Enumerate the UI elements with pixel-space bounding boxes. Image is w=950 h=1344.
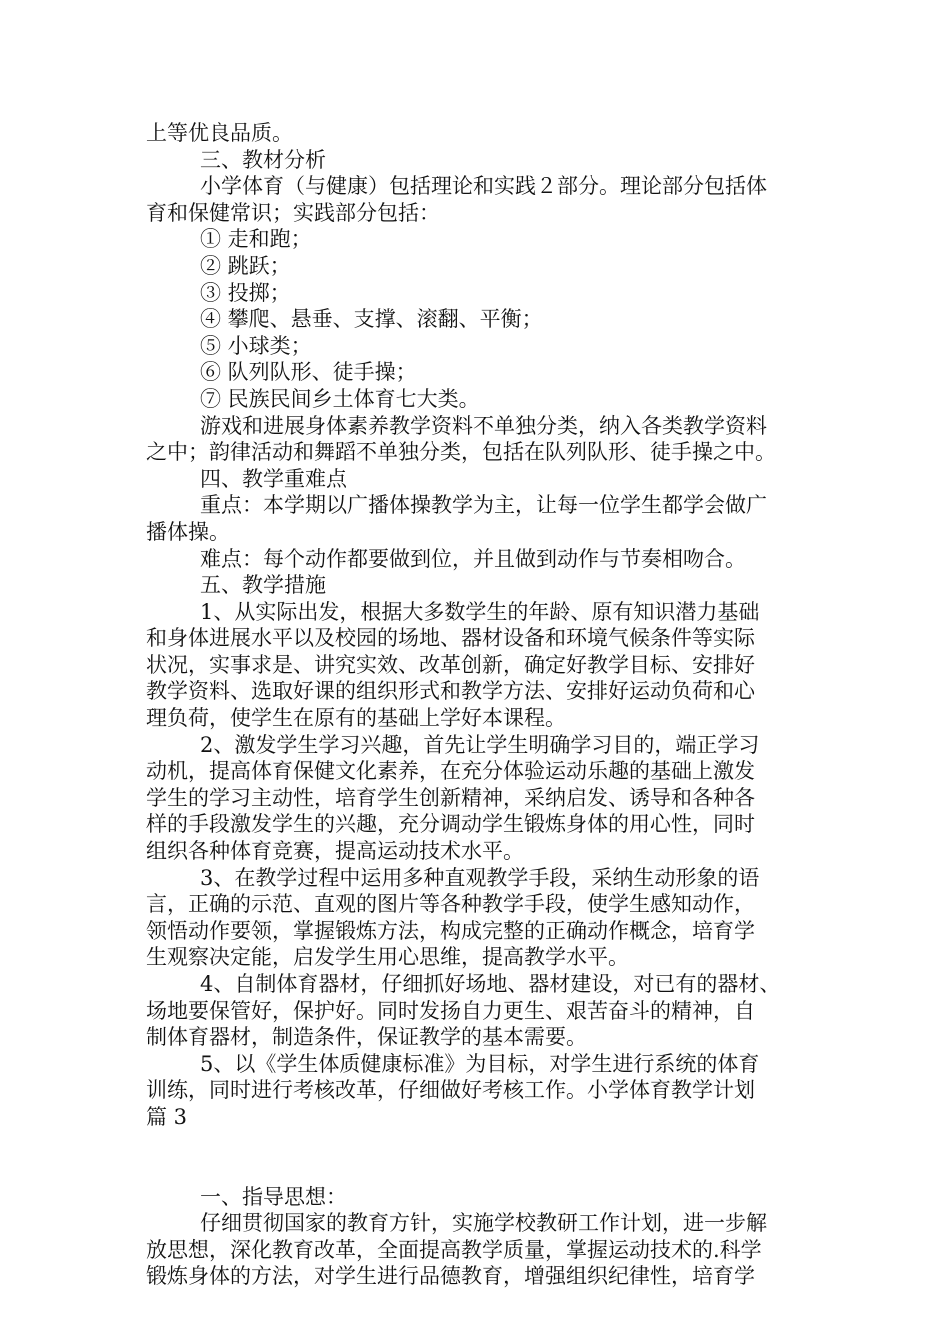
paragraph-line: 言，正确的示范、直观的图片等各种教学手段，使学生感知动作， [146, 892, 755, 917]
paragraph-line: 状况，实事求是、讲究实效、改革创新，确定好教学目标、安排好 [146, 652, 755, 677]
paragraph-line: 3、在教学过程中运用多种直观教学手段，采纳生动形象的语 [200, 865, 760, 890]
paragraph-line: 之中；韵律活动和舞蹈不单独分类，包括在队列队形、徒手操之中。 [146, 440, 776, 465]
paragraph-line: 仔细贯彻国家的教育方针，实施学校教研工作计划，进一步解 [200, 1211, 767, 1236]
blank-spacer [146, 1131, 812, 1184]
paragraph-line: 教学资料、选取好课的组织形式和教学方法、安排好运动负荷和心 [146, 679, 755, 704]
paragraph-line: 组织各种体育竞赛，提高运动技术水平。 [146, 839, 524, 864]
section-heading: 三、教材分析 [200, 147, 326, 172]
section-heading: 五、教学措施 [200, 573, 326, 598]
paragraph-line: 和身体进展水平以及校园的场地、器材设备和环境气候条件等实际 [146, 626, 755, 651]
paragraph-line: 5、以《学生体质健康标准》为目标，对学生进行系统的体育 [200, 1051, 760, 1076]
paragraph-line: 重点：本学期以广播体操教学为主，让每一位学生都学会做广 [200, 493, 767, 518]
paragraph-line: 1、从实际出发，根据大多数学生的年龄、原有知识潜力基础 [200, 599, 760, 624]
paragraph-line: 篇 3 [146, 1104, 188, 1129]
paragraph-line: 样的手段激发学生的兴趣，充分调动学生锻炼身体的用心性，同时 [146, 812, 755, 837]
list-item: ③ 投掷； [200, 280, 291, 305]
paragraph-line: 领悟动作要领，掌握锻炼方法，构成完整的正确动作概念，培育学 [146, 918, 755, 943]
paragraph-line: 小学体育（与健康）包括理论和实践２部分。理论部分包括体 [200, 174, 767, 199]
text-line: 上等优良品质。 [146, 121, 293, 145]
paragraph-line: 训练，同时进行考核改革，仔细做好考核工作。小学体育教学计划 [146, 1078, 755, 1103]
paragraph-line: 场地要保管好，保护好。同时发扬自力更生、艰苦奋斗的精神，自 [146, 998, 755, 1023]
list-item: ⑦ 民族民间乡土体育七大类。 [200, 386, 480, 411]
section-heading: 四、教学重难点 [200, 466, 347, 491]
paragraph-line: 育和保健常识；实践部分包括： [146, 200, 440, 225]
section-heading: 一、指导思想： [200, 1184, 347, 1209]
paragraph-line: 理负荷，使学生在原有的基础上学好本课程。 [146, 706, 566, 731]
paragraph-line: 4、自制体育器材，仔细抓好场地、器材建设，对已有的器材、 [200, 972, 781, 996]
list-item: ④ 攀爬、悬垂、支撑、滚翻、平衡； [200, 307, 543, 332]
document-page [146, 120, 812, 1290]
list-item: ⑤ 小球类； [200, 333, 312, 358]
paragraph-line: 2、激发学生学习兴趣，首先让学生明确学习目的，端正学习 [200, 732, 760, 757]
paragraph-line: 难点：每个动作都要做到位，并且做到动作与节奏相吻合。 [200, 546, 746, 571]
paragraph-line: 制体育器材，制造条件，保证教学的基本需要。 [146, 1025, 587, 1050]
paragraph-line: 动机，提高体育保健文化素养，在充分体验运动乐趣的基础上激发 [146, 759, 755, 784]
list-item: ② 跳跃； [200, 253, 291, 278]
list-item: ⑥ 队列队形、徒手操； [200, 360, 417, 385]
paragraph-line: 放思想，深化教育改革，全面提高教学质量，掌握运动技术的.科学 [146, 1237, 762, 1262]
paragraph-line: 锻炼身体的方法，对学生进行品德教育，增强组织纪律性，培育学 [146, 1264, 755, 1289]
paragraph-line: 学生的学习主动性，培育学生创新精神，采纳启发、诱导和各种各 [146, 785, 755, 810]
paragraph-line: 播体操。 [146, 519, 230, 544]
paragraph-line: 生观察决定能，启发学生用心思维，提高教学水平。 [146, 945, 629, 970]
paragraph-line: 游戏和进展身体素养教学资料不单独分类，纳入各类教学资料 [200, 413, 767, 438]
list-item: ① 走和跑； [200, 227, 312, 252]
